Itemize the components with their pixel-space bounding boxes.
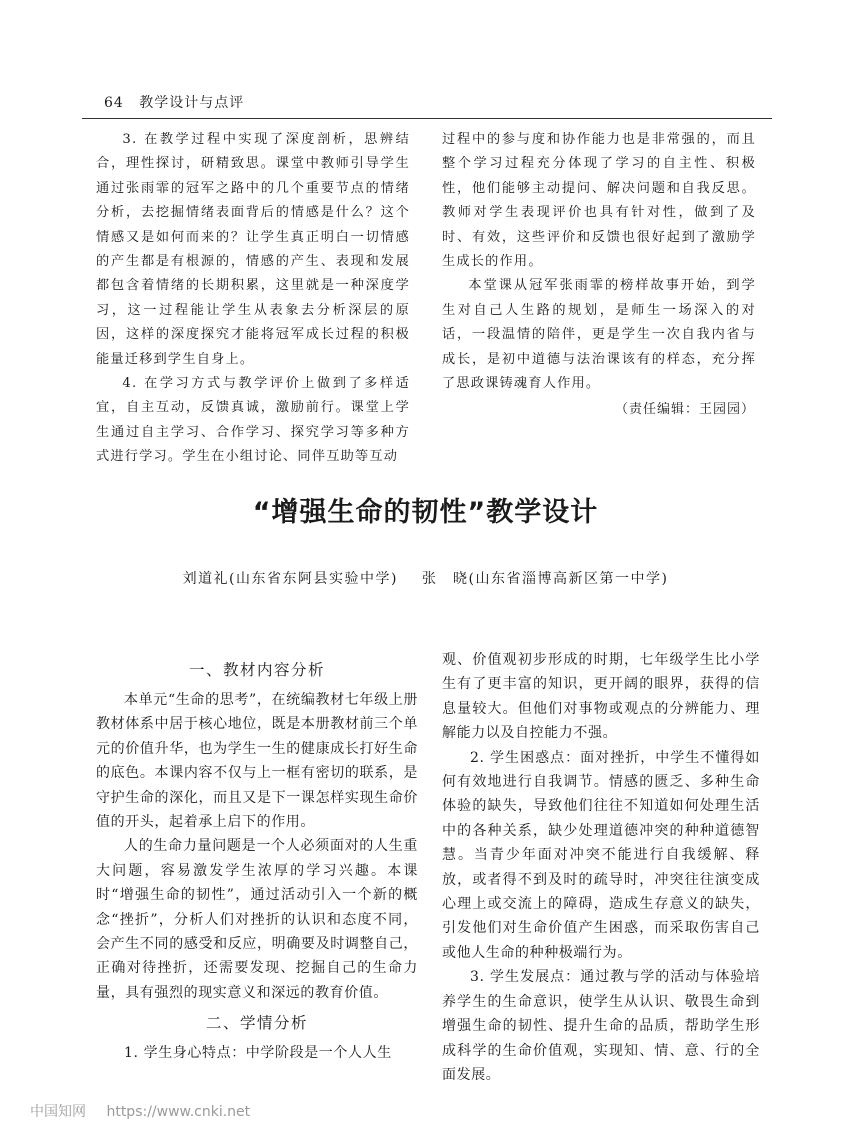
prev-article-left-column <box>96 128 410 470</box>
paragraph: 4. 在学习方式与教学评价上做到了多样适宜，自主互动，反馈真诚，激励前行。课堂上学生通过自主学习、合作学习、探究学习等多种方式进行学习。学生在小组讨论、同伴互助等互动 <box>96 376 410 465</box>
article-right-column <box>442 648 760 1087</box>
watermark-url[interactable]: https://www.cnki.net <box>106 1104 251 1120</box>
watermark-brand: 中国知网 <box>30 1104 86 1120</box>
author-1: 刘道礼(山东省东阿县实验中学) <box>182 571 398 587</box>
paragraph: 人的生命力量问题是一个人必须面对的人生重大问题，容易激发学生浓厚的学习兴趣。本课时“增强生命的韧性”，通过活动引入一个新的概念“挫折”，分析人们对挫折的认识和态度不同，会产生不同的感受和反应，明确要及时调整自己，正确对待挫折，还需要发现、挖掘自己的生命力量，具有强烈的现实意义和深远的教育价值。 <box>96 838 418 1001</box>
paragraph: 过程中的参与度和协作能力也是非常强的，而且整个学习过程充分体现了学习的自主性、积极性，他们能够主动提问、解决问题和自我反思。教师对学生表现评价也具有针对性，做到了及时、有效，这些评价和反馈也很好起到了激励学生成长的作用。 <box>442 132 756 270</box>
article-left-column <box>96 652 418 1066</box>
paragraph: 本单元“生命的思考”，在统编教材七年级上册教材体系中居于核心地位，既是本册教材前三个单元的价值升华，也为学生一生的健康成长打好生命的底色。本课内容不仅与上一框有密切的联系，是守护生命的深化，而且又是下一课怎样实现生命价值的开头，起着承上启下的作用。 <box>96 692 418 831</box>
paragraph: 观、价值观初步形成的时期，七年级学生比小学生有了更丰富的知识，更开阔的眼界，获得的信息量较大。但他们对事物或观点的分辨能力、理解能力以及自控能力不强。 <box>442 652 760 742</box>
paragraph: 1. 学生身心特点：中学阶段是一个人人生 <box>124 1045 392 1062</box>
author-line <box>0 568 851 588</box>
paragraph: 2. 学生困惑点：面对挫折，中学生不懂得如何有效地进行自我调节。情感的匮乏、多种生命体验的缺失，导致他们往往不知道如何处理生活中的各种关系，缺少处理道德冲突的种种道德智慧。当青少年面对冲突不能进行自我缓解、释放，或者得不到及时的疏导时，冲突往往演变成心理上或交流上的障碍，造成生存意义的缺失，引发他们对生命价值产生困惑，而采取伤害自己或他人生命的种种极端行为。 <box>442 749 760 961</box>
section-heading-2: 二、学情分析 <box>205 1014 308 1033</box>
paragraph: 3. 学生发展点：通过教与学的活动与体验培养学生的生命意识，使学生从认识、敬畏生命到增强生命的韧性、提升生命的品质，帮助学生形成科学的生命价值观，实现知、情、意、行的全面发展。 <box>442 969 760 1083</box>
paragraph: 3. 在教学过程中实现了深度剖析，思辨结合，理性探讨，研精致思。课堂中教师引导学生通过张雨霏的冠军之路中的几个重要节点的情绪分析，去挖掘情绪表面背后的情感是什么？这个情感又是如何而来的？让学生真正明白一切情感的产生都是有根源的，情感的产生、表现和发展都包含着情绪的长期积累，这里就是一种深度学习，这一过程能让学生从表象去分析深层的原因，这样的深度探究才能将冠军成长过程的积极能量迁移到学生自身上。 <box>96 132 410 367</box>
author-2: 张 晓(山东省淄博高新区第一中学) <box>422 571 669 587</box>
editor-note: （责任编辑：王园园） <box>614 402 755 417</box>
article-title: “增强生命的韧性”教学设计 <box>252 497 599 528</box>
paragraph: 本堂课从冠军张雨霏的榜样故事开始，到学生对自己人生路的规划，是师生一场深入的对话，一段温情的陪伴，更是学生一次自我内省与成长，是初中道德与法治课该有的样态，充分挥了思政课铸魂育人作用。 <box>442 278 756 392</box>
prev-article-right-column <box>442 128 756 396</box>
section-heading-1: 一、教材内容分析 <box>188 661 325 679</box>
page-number: 64 <box>104 95 124 111</box>
journal-title: 教学设计与点评 <box>139 95 245 111</box>
watermark <box>30 1101 250 1121</box>
header-rule <box>82 118 772 119</box>
running-header <box>104 92 244 112</box>
